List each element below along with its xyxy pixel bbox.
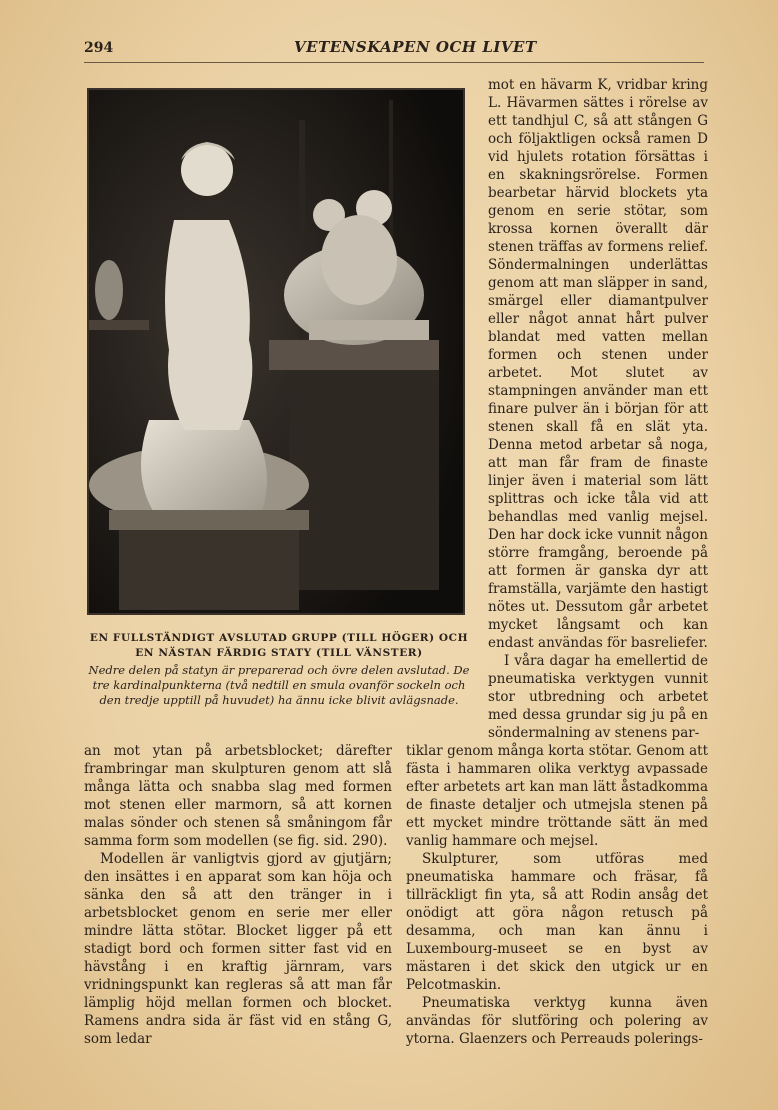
caption-heading: EN FULLSTÄNDIGT AVSLUTAD GRUPP (TILL HÖGER) OCH EN NÄSTAN FÄRDIG STATY (TILL VÄNSTER) bbox=[89, 632, 469, 659]
left-column bbox=[84, 742, 392, 1048]
figure-caption bbox=[84, 631, 474, 708]
paragraph: Modellen är vanligtvis gjord av gjutjärn; den insättes i en apparat som kan höja och sänka den så att den tränger in i arbetsblocket genom en serie mer eller mindre lätta stötar. Blocket ligger på ett stadigt bord och formen sitter fast vid en hävstång i en kraftig järnram, vars vridningspunkt kan regleras så att man får lämplig höjd mellan formen och blocket. Ramens andra sida är fäst vid en stång G, som ledar bbox=[84, 851, 392, 1047]
right-column-top bbox=[488, 76, 708, 742]
paragraph: mot en hävarm K, vridbar kring L. Hävarmen sättes i rörelse av ett tandhjul C, så att stången G och följaktligen också ramen D vid hjulets rotation försättas i en skakningsrörelse. Formen bearbetar härvid blockets yta genom en serie stötar, som krossa kornen överallt där stenen träffas av formens relief. Söndermalningen underlättas genom att man släpper in sand, smärgel eller diamantpulver eller något annat hårt pulver blandat med vatten mellan formen och stenen under arbetet. Mot slutet av stampningen använder man ett finare pulver än i början för att stenen skall få en slät yta. Denna metod arbetar så noga, att man får fram de finaste linjer även i material som lätt splittras och icke tåla vid att behandlas med vanlig mejsel. Den har dock icke vunnit någon större framgång, beroende på att formen är ganska dyr att framställa, varjämte den hastigt nötes ut. Dessutom går arbetet mycket långsamt och kan endast användas för basreliefer. bbox=[488, 77, 708, 651]
sculpture-photo-illustration bbox=[89, 90, 463, 613]
sculpture-photo bbox=[87, 88, 465, 615]
paragraph: an mot ytan på arbetsblocket; därefter frambringar man skulpturen genom att slå många lätta och snabba slag med formen mot stenen eller marmorn, så att kornen malas sönder och stenen så småningom får samma form som modellen (se fig. sid. 290). bbox=[84, 743, 392, 849]
paragraph: Skulpturer, som utföras med pneumatiska hammare och fräsar, få tillräckligt fin yta, så att Rodin ansåg det onödigt att göra någon retusch på desamma, och man kan ännu i Luxembourg-museet se en byst av mästaren i det skick den utgick ur en Pelcotmaskin. bbox=[406, 851, 708, 993]
caption-body: Nedre delen på statyn är preparerad och övre delen avslutad. De tre kardinalpunkterna (två nedtill en smula ovanför sockeln och den tredje upptill på huvudet) ha ännu icke blivit avlägsnade. bbox=[88, 663, 470, 707]
running-title: VETENSKAPEN OCH LIVET bbox=[294, 38, 537, 56]
paragraph: tiklar genom många korta stötar. Genom att fästa i hammaren olika verktyg avpassade efter arbetets art kan man lätt åstadkomma de finaste detaljer och utmejsla stenen på ett mycket mindre tröttande sätt än med vanlig hammare och mejsel. bbox=[406, 743, 708, 849]
paragraph: Pneumatiska verktyg kunna även användas för slutföring och polering av ytorna. Glaenzers och Perreauds polerings- bbox=[406, 995, 708, 1047]
right-column-bottom bbox=[406, 742, 708, 1048]
paragraph: I våra dagar ha emellertid de pneumatiska verktygen vunnit stor utbredning och arbetet med dessa grundar sig ju på en söndermalning av stenens par- bbox=[488, 653, 708, 741]
page-number: 294 bbox=[84, 40, 114, 56]
running-header bbox=[84, 38, 704, 63]
